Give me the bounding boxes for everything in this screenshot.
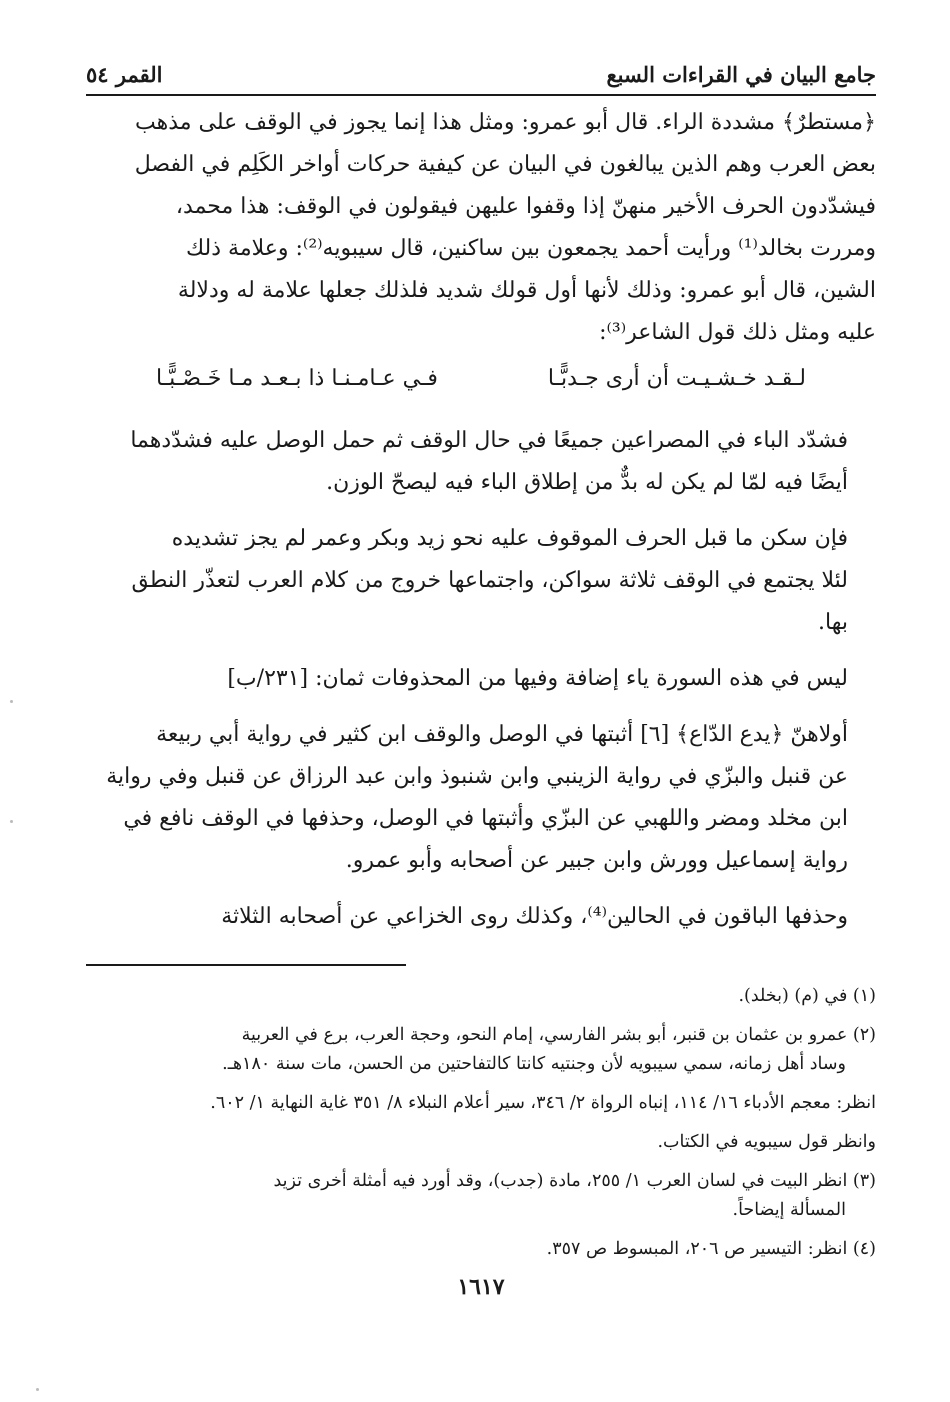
text-line: فيشدّدون الحرف الأخير منهنّ إذا وقفوا عليهن فيقولون في الوقف: هذا محمد،	[175, 194, 876, 219]
margin-speck	[10, 700, 13, 703]
text-line: الشين، قال أبو عمرو: وذلك لأنها أول قولك شديد فلذلك جعلها علامة له ودلالة	[177, 278, 876, 303]
footnote-2-sources: انظر: معجم الأدباء ١٦/ ١١٤، إنباه الرواة ٢/ ٣٤٦، سير أعلام النبلاء ٨/ ٣٥١ غاية النهاية ١/ ٦٠٢.	[210, 1093, 876, 1113]
book-page	[86, 60, 876, 1300]
text-line: أولاهنّ ﴿يدع الدّاع﴾ [٦] أثبتها في الوصل والوقف ابن كثير في رواية أبي ربيعة	[156, 722, 848, 747]
margin-speck	[36, 1388, 39, 1391]
text-line: أيضًا فيه لمّا لم يكن له بدٌّ من إطلاق الباء فيه ليصحّ الوزن.	[326, 470, 848, 495]
footnote-2-extra: وانظر قول سيبويه في الكتاب.	[657, 1132, 876, 1152]
footnote-4: (٤) انظر: التيسير ص ٢٠٦، المبسوط ص ٣٥٧.	[546, 1239, 876, 1259]
running-header	[86, 60, 876, 96]
text-line: ابن مخلد ومضر واللهبي عن البزّي وأثبتها في الوصل، وحذفها في الوقف نافع في	[123, 806, 848, 831]
text-line: فإن سكن ما قبل الحرف الموقوف عليه نحو زيد وبكر وعمر لم يجز تشديده	[171, 526, 848, 551]
margin-speck	[10, 820, 13, 823]
page-number: ١٦١٧	[457, 1274, 505, 1300]
poetry-verse	[86, 356, 876, 402]
text-line: عن قنبل والبزّي في رواية الزينبي وابن شنبوذ وابن عبد الرزاق عن قنبل وفي رواية	[106, 764, 848, 789]
paragraph-1	[86, 102, 876, 354]
footnote-line: (٣) انظر البيت في لسان العرب ١/ ٢٥٥، مادة (جدب)، وقد أورد فيه أمثلة أخرى تزيد	[273, 1171, 876, 1191]
paragraph-3	[86, 518, 876, 644]
book-title: جامع البيان في القراءات السبع	[606, 62, 876, 87]
text-line: لئلا يجتمع في الوقف ثلاثة سواكن، واجتماعها خروج من كلام العرب لتعذّر النطق	[131, 568, 848, 593]
verse-first-hemistich: لـقـد خـشـيـت أن أرى جـدبًّـا	[547, 366, 806, 391]
text-line: بعض العرب وهم الذين يبالغون في البيان عن كيفية حركات أواخر الكَلِم في الفصل	[134, 152, 876, 177]
text-line: بها.	[818, 610, 848, 635]
paragraph-5	[86, 714, 876, 882]
text-line: وحذفها الباقون في الحالين⁽⁴⁾، وكذلك روى الخزاعي عن أصحابه الثلاثة	[221, 904, 848, 929]
text-line: ﴿مستطرٌ﴾ مشددة الراء. قال أبو عمرو: ومثل هذا إنما يجوز في الوقف على مذهب	[135, 110, 876, 135]
text-line: ليس في هذه السورة ياء إضافة وفيها من المحذوفات ثمان: [٢٣١/ب]	[227, 666, 848, 691]
footnote-3	[86, 1167, 876, 1225]
text-line: عليه ومثل ذلك قول الشاعر⁽³⁾:	[599, 320, 876, 345]
paragraph-4	[86, 658, 876, 700]
text-line: رواية إسماعيل وورش وابن جبير عن أصحابه وأبو عمرو.	[345, 848, 848, 873]
text-line: فشدّد الباء في المصراعين جميعًا في حال الوقف ثم حمل الوصل عليه فشدّدهما	[130, 428, 848, 453]
footnote-line: وساد أهل زمانه، سمي سيبويه لأن وجنتيه كانتا كالتفاحتين من الحسن، مات سنة ١٨٠هـ.	[222, 1054, 846, 1074]
footnote-divider	[86, 964, 406, 966]
footnote-2	[86, 1021, 876, 1079]
footnotes	[86, 982, 876, 1264]
footnote-line: المسألة إيضاحاً.	[732, 1200, 846, 1220]
paragraph-6	[86, 896, 876, 938]
footnote-line: (٢) عمرو بن عثمان بن قنبر، أبو بشر الفارسي، إمام النحو، وحجة العرب، برع في العربية	[241, 1025, 876, 1045]
verse-second-hemistich: فـي عـامـنـا ذا بـعـد مـا خَـصْـبًّـا	[156, 366, 438, 391]
surah-label: القمر ٥٤	[86, 62, 163, 87]
text-line: ومررت بخالد⁽¹⁾ ورأيت أحمد يجمعون بين ساكنين، قال سيبويه⁽²⁾: وعلامة ذلك	[186, 236, 876, 261]
footnote-1: (١) في (م) (بخلد).	[738, 986, 876, 1006]
main-text	[86, 102, 876, 938]
paragraph-2	[86, 420, 876, 504]
